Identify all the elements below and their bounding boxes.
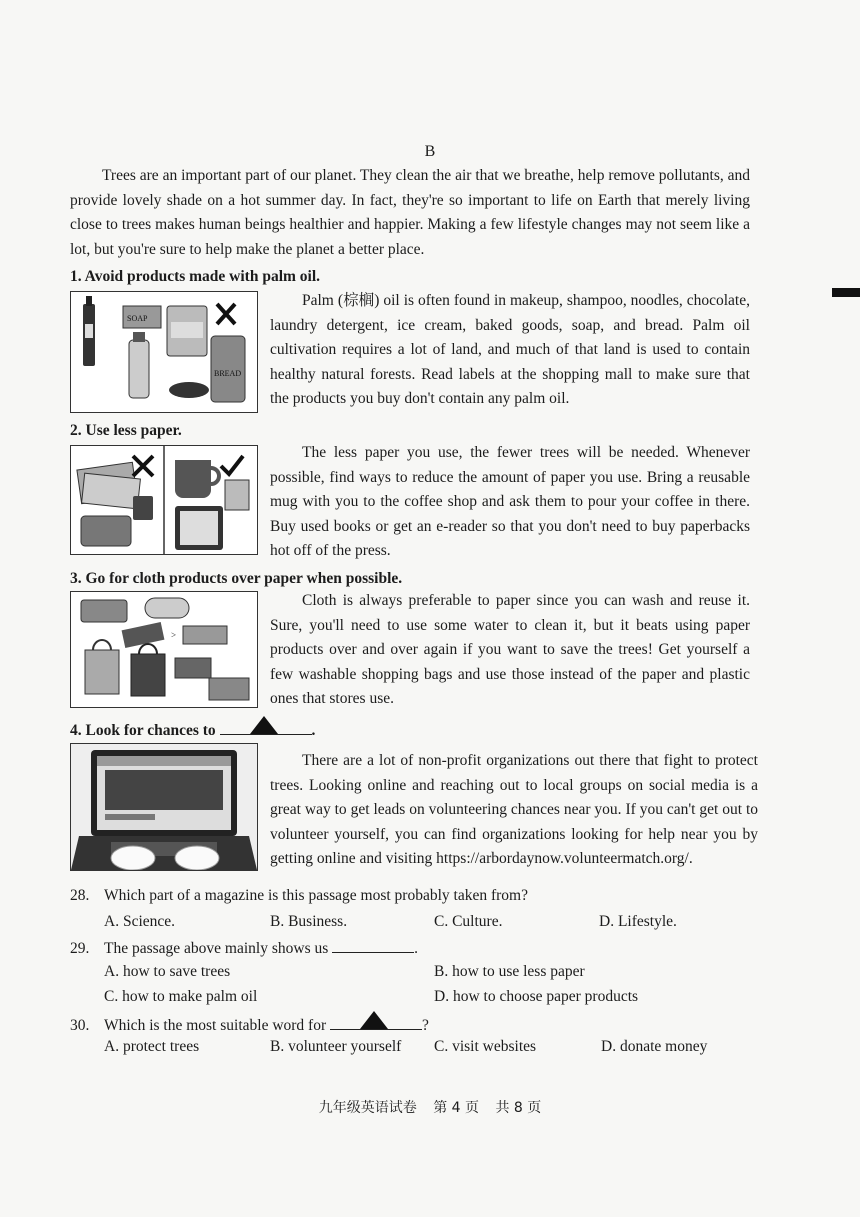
tip-3-heading: 3. Go for cloth products over paper when possible. bbox=[70, 570, 403, 587]
question-30-triangle-icon bbox=[360, 1011, 388, 1029]
question-28-number: 28. bbox=[70, 887, 90, 904]
footer-page-number: 第 4 页 bbox=[433, 1100, 479, 1116]
tip-1-text: Palm (棕榈) oil is often found in makeup, shampoo, noodles, chocolate, laundry detergent, ice cream, baked goods, soap, and bread. Palm oil cultivation requires a lot of land, and much of that land is used to contain healthy natural forests. Read labels at the shopping mall to make sure that the products you buy don't contain any palm oil. bbox=[270, 292, 750, 407]
cloth-products-image bbox=[70, 591, 258, 708]
question-30-blank bbox=[330, 1013, 422, 1030]
intro-paragraph: Trees are an important part of our planet. They clean the air that we breathe, help remove pollutants, and provide lovely shade on a hot summer day. In fact, they're so important to life on Earth that merely living close to trees makes human beings healthier and happier. Making a few lifestyle changes may not seem like a lot, but you're sure to help make the planet a better place. bbox=[70, 167, 750, 258]
question-29-text: The passage above mainly shows us bbox=[104, 940, 329, 957]
bread-label: BREAD bbox=[214, 369, 242, 378]
q28-option-a[interactable]: A. Science. bbox=[104, 913, 176, 930]
q29-option-d[interactable]: D. how to choose paper products bbox=[434, 988, 639, 1005]
tip-3-text: Cloth is always preferable to paper since you can wash and reuse it. Sure, you'll need to use some water to clean it, but it beats using paper products over and over again if you want to save the trees! Get yourself a few washable shopping bags and use those instead of the paper and plastic ones that stores use. bbox=[270, 592, 750, 707]
question-29-end: . bbox=[414, 940, 419, 957]
tip-2-text: The less paper you use, the fewer trees will be needed. Whenever possible, find ways to reduce the amount of paper you use. Bring a reusable mug with you to the coffee shop and ask them to pour your coffee in there. Buy used books or get an e-reader so that you don't need to buy paperbacks hot off of the press. bbox=[270, 444, 750, 559]
tip-1-heading: 1. Avoid products made with palm oil. bbox=[70, 268, 321, 285]
section-letter: B bbox=[424, 143, 436, 160]
q30-option-b[interactable]: B. volunteer yourself bbox=[270, 1038, 402, 1055]
q28-option-b[interactable]: B. Business. bbox=[270, 913, 348, 930]
question-30-stem bbox=[70, 1013, 429, 1035]
q28-option-c[interactable]: C. Culture. bbox=[434, 913, 503, 930]
tip-4-heading-suffix: . bbox=[311, 722, 316, 739]
svg-text:>: > bbox=[171, 630, 177, 640]
q29-option-a[interactable]: A. how to save trees bbox=[104, 963, 231, 980]
question-30-text: Which is the most suitable word for bbox=[104, 1017, 327, 1034]
margin-mark bbox=[832, 288, 860, 297]
q29-option-c[interactable]: C. how to make palm oil bbox=[104, 988, 258, 1005]
question-28-text: Which part of a magazine is this passage most probably taken from? bbox=[104, 887, 528, 904]
tip-4-answer-blank bbox=[220, 718, 312, 735]
tip-2-heading: 2. Use less paper. bbox=[70, 422, 182, 439]
q28-option-d[interactable]: D. Lifestyle. bbox=[599, 913, 677, 930]
tip-4-heading-prefix: 4. Look for chances to bbox=[70, 722, 216, 739]
triangle-marker-icon bbox=[250, 716, 278, 734]
q30-option-a[interactable]: A. protect trees bbox=[104, 1038, 200, 1055]
page-footer bbox=[0, 1097, 860, 1117]
footer-exam-title: 九年级英语试卷 bbox=[318, 1100, 417, 1116]
laptop-volunteer-image bbox=[70, 743, 258, 871]
question-30-number: 30. bbox=[70, 1017, 90, 1034]
q30-option-c[interactable]: C. visit websites bbox=[434, 1038, 537, 1055]
palm-oil-products-image bbox=[70, 291, 258, 413]
question-29-stem bbox=[70, 938, 418, 958]
tip-4-heading bbox=[70, 718, 315, 740]
q30-option-d[interactable]: D. donate money bbox=[601, 1038, 708, 1055]
question-30-end: ? bbox=[422, 1017, 429, 1034]
footer-page-total: 共 8 页 bbox=[495, 1100, 542, 1116]
question-29-blank bbox=[332, 938, 414, 953]
less-paper-image bbox=[70, 445, 258, 555]
q29-option-b[interactable]: B. how to use less paper bbox=[434, 963, 585, 980]
tip-4-text: There are a lot of non-profit organizations out there that fight to protect trees. Looking online and reaching out to local groups on social media is a great way to get leads on volunteering chances near you. If you can't get out to volunteer yourself, you can find organizations looking for help near you by getting online and visiting https://arbordaynow.volunteermatch.org/. bbox=[270, 752, 758, 867]
question-29-number: 29. bbox=[70, 940, 90, 957]
soap-label: SOAP bbox=[127, 314, 148, 323]
question-28-stem bbox=[70, 887, 528, 905]
